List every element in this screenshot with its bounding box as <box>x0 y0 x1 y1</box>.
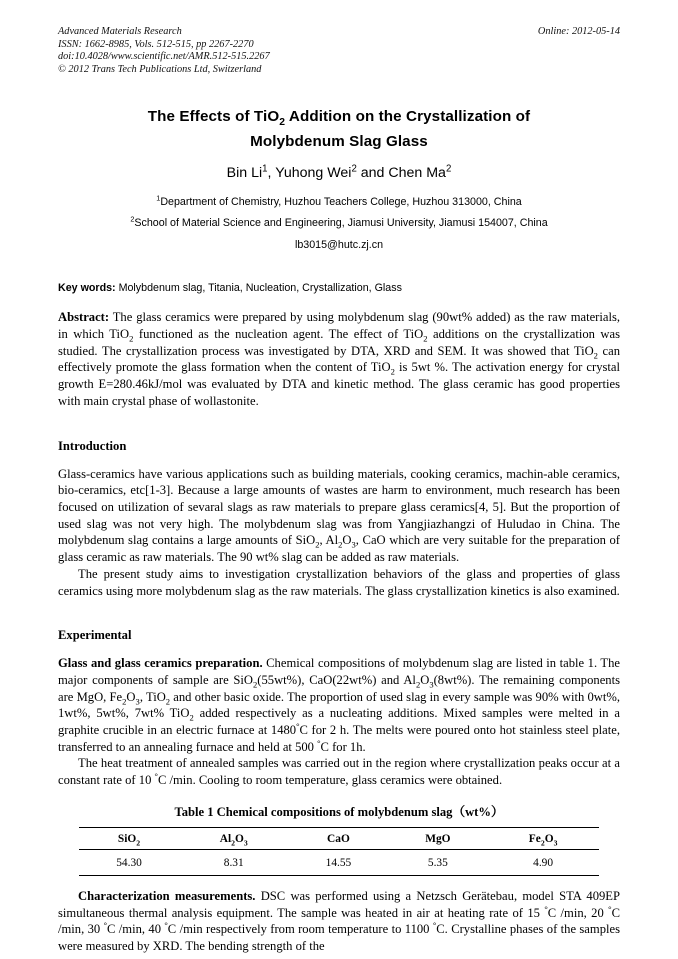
char-text-a: DSC was performed using a Netzsch Gerätebau, model STA 409EP simultaneous thermal analysis equipment. The sample was heated in air at heating rate of 15 <box>58 888 621 920</box>
prep-degree-2: ° <box>317 737 321 748</box>
char-text-e: C /min respectively from room temperature to 1100 <box>167 922 433 937</box>
abstract-text-4: can effectively promote the glass formation when the content of TiO <box>58 343 620 375</box>
prep-text-d: (8wt%). The remaining components are MgO, Fe <box>58 672 620 704</box>
heat-degree: ° <box>154 770 158 781</box>
abstract-text-3: additions on the crystallization was studied. The crystallization process was investigated by DTA, XRD and SEM. It was showed that TiO <box>58 327 621 358</box>
table-column-header-sio2 <box>79 827 179 849</box>
journal-header-left <box>58 26 478 76</box>
abstract-sub-1: 2 <box>129 333 134 344</box>
prep-sub-2: 2 <box>415 679 421 690</box>
author-3-name: Chen Ma <box>388 165 446 182</box>
intro-p1-text-b: , Al <box>319 533 339 548</box>
intro-p1-sub-1: 2 <box>315 539 320 550</box>
characterization-paragraph <box>58 888 620 955</box>
keywords-value: Molybdenum slag, Titania, Nucleation, Crystallization, Glass <box>115 282 402 295</box>
table-cell-sio2-value: 54.30 <box>79 849 179 875</box>
characterization-run-in-label: Characterization measurements. <box>78 888 256 903</box>
table-column-header-al2o3 <box>179 827 288 849</box>
corresponding-email: lb3015@hutc.zj.cn <box>294 239 384 252</box>
col-1-formula: Al <box>219 832 232 845</box>
journal-copyright: © 2012 Trans Tech Publications Ltd, Switzerland <box>58 63 262 75</box>
table-cell-fe2o3-value: 4.90 <box>487 849 599 875</box>
affiliation-2-text: School of Material Science and Engineering, Jiamusi University, Jiamusi 154007, China <box>134 216 548 229</box>
prep-sub-5: 3 <box>135 696 140 707</box>
intro-p1-sub-2: 2 <box>338 539 343 550</box>
abstract-paragraph <box>58 309 620 409</box>
author-1-name: Bin Li <box>226 165 263 182</box>
char-degree-2: ° <box>608 903 612 914</box>
intro-p1-text-c: O <box>342 533 352 548</box>
col-4-formula: Fe <box>528 832 541 845</box>
experimental-heat-treatment-paragraph <box>58 755 620 788</box>
prep-text-j: C for 1h. <box>320 739 366 754</box>
abstract-sub-2: 2 <box>423 333 428 344</box>
section-heading-experimental: Experimental <box>58 628 132 643</box>
col-2-formula: CaO <box>327 832 350 845</box>
heat-text-b: C /min. Cooling to room temperature, glass ceramics were obtained. <box>157 773 503 788</box>
affiliation-1-marker: 1 <box>156 193 161 203</box>
char-text-b: C /min, 20 <box>547 905 609 920</box>
char-text-f: C. Crystalline phases of the samples were measured by XRD. The bending strength of the <box>58 922 620 953</box>
col-4-sub2: 3 <box>553 838 558 848</box>
col-1-sub: 2 <box>231 838 235 848</box>
prep-text-c: O <box>420 672 430 687</box>
abstract-sub-3: 2 <box>593 350 598 361</box>
abstract-text-5: is 5wt %. The activation energy for crystal growth E=280.46kJ/mol was evaluated by DTA and kinetic method. The glass ceramic has good properties with main crystal phase of wollastonite. <box>58 360 620 408</box>
title-line-1 <box>58 104 620 129</box>
table-cell-mgo-value: 5.35 <box>388 849 487 875</box>
prep-text-i: C for 2 h. The melts were poured onto hot stainless steel plate, transferred to an annealing furnace and held at 500 <box>58 723 620 754</box>
prep-text-a: Chemical compositions of molybdenum slag are listed in table 1. The major components of sample are SiO <box>58 656 620 687</box>
abstract-label: Abstract: <box>58 310 110 325</box>
table-header-row <box>79 827 599 849</box>
table-cell-cao-value: 14.55 <box>288 849 388 875</box>
col-4-sub: 2 <box>540 838 545 848</box>
journal-doi: doi:10.4028/www.scientific.net/AMR.512-515.2267 <box>58 51 270 63</box>
prep-sub-7: 2 <box>189 712 194 723</box>
author-separator-1: , <box>267 165 276 182</box>
keywords-label: Key words: <box>58 282 116 295</box>
table-cell-al2o3-value: 8.31 <box>179 849 288 875</box>
heat-text-a: The heat treatment of annealed samples was carried out in the region where crystallization peaks occur at a constant rate of 10 <box>58 756 620 788</box>
affiliation-1 <box>58 192 620 213</box>
prep-sub-3: 3 <box>429 679 434 690</box>
char-degree-3: ° <box>103 920 108 931</box>
abstract-text-1: The glass ceramics were prepared by using molybdenum slag (90wt% added) as the raw materials, in which TiO <box>58 310 620 342</box>
col-4-tail: O <box>544 832 554 845</box>
prep-sub-4: 2 <box>122 696 127 707</box>
table-column-header-cao <box>288 827 388 849</box>
char-degree-1: ° <box>544 903 548 914</box>
journal-name: Advanced Materials Research <box>58 26 182 37</box>
section-heading-introduction: Introduction <box>58 438 127 453</box>
intro-p1-text-d: , CaO which are very suitable for the preparation of glass ceramic as raw materials. The 90 wt% slag can be added as raw materials. <box>58 533 620 565</box>
affiliation-1-text: Department of Chemistry, Huzhou Teachers College, Huzhou 313000, China <box>160 196 522 209</box>
keywords-line <box>58 280 620 296</box>
char-text-d: C /min, 40 <box>107 922 165 937</box>
prep-text-g: and other basic oxide. The proportion of used slag in every sample was 90% with 0wt%, 1wt%, 5wt%, 7wt% TiO <box>58 689 620 721</box>
preparation-run-in-label: Glass and glass ceramics preparation. <box>58 656 263 671</box>
author-1-affiliation-marker: 1 <box>262 163 268 175</box>
col-0-sub: 2 <box>136 838 141 848</box>
experimental-preparation-paragraph <box>58 655 620 755</box>
table-1-caption: Table 1 Chemical compositions of molybdenum slag（wt%） <box>174 804 504 819</box>
prep-text-e: O <box>126 689 136 704</box>
table-row <box>79 849 599 875</box>
title-subscript-2: 2 <box>279 117 286 129</box>
prep-sub-6: 2 <box>165 696 171 707</box>
title-line-2: Molybdenum Slag Glass <box>250 133 428 151</box>
char-text-c: C /min, 30 <box>58 905 620 937</box>
affiliation-list <box>58 192 620 233</box>
col-1-tail: O <box>235 832 244 845</box>
online-date: Online: 2012-05-14 <box>537 26 620 37</box>
author-2-name: Yuhong Wei <box>275 165 352 182</box>
author-separator-2: and <box>356 165 389 182</box>
col-1-sub2: 3 <box>243 838 248 848</box>
journal-issn: ISSN: 1662-8985, Vols. 512-515, pp 2267-2270 <box>58 38 254 50</box>
abstract-sub-4: 2 <box>390 367 395 377</box>
author-2-affiliation-marker: 2 <box>351 163 357 175</box>
journal-header <box>58 26 620 76</box>
prep-text-h: added respectively as a nucleating additions. Mixed samples were melted in a graphite crucible in an electric furnace at 1480 <box>58 706 620 738</box>
affiliation-2-marker: 2 <box>130 214 135 224</box>
char-degree-5: ° <box>432 920 437 931</box>
introduction-paragraph-2: The present study aims to investigation crystallization behaviors of the glass and properties of glass ceramics using more molybdenum slag as the raw materials. The glass crystallization kinetics is also examined. <box>58 566 620 598</box>
intro-p1-text-a: Glass-ceramics have various applications such as building materials, cooking ceramics, machin-able ceramics, bio-ceramics, etc[1-3]. Because a large amounts of wastes are harm to environment, much research has been focused on utilization of sevaral slags as raw materials to prepare glass ceramics[4, 5]. But the proportion of used slag was not very high. The molybdenum slag was from Yangjiazhangzi of Huludao in China. The molybdenum slag contains a large amounts of SiO <box>58 466 620 548</box>
table-column-header-mgo <box>388 827 487 849</box>
intro-p1-sub-3: 3 <box>351 539 356 550</box>
affiliation-2 <box>58 213 620 234</box>
author-3-affiliation-marker: 2 <box>445 163 452 175</box>
table-1 <box>79 827 599 876</box>
prep-degree-1: ° <box>296 720 300 731</box>
title-line-1-part-a: The Effects of TiO <box>147 108 280 126</box>
table-column-header-fe2o3 <box>487 827 599 849</box>
author-list <box>58 163 620 183</box>
prep-sub-1: 2 <box>253 679 258 690</box>
col-3-formula: MgO <box>425 832 451 845</box>
prep-text-b: (55wt%), CaO(22wt%) and Al <box>257 672 416 687</box>
prep-text-f: , TiO <box>139 689 166 704</box>
title-line-1-part-b: Addition on the Crystallization of <box>285 108 531 126</box>
col-0-formula: SiO <box>117 832 137 845</box>
char-degree-4: ° <box>164 920 168 931</box>
page-title <box>58 104 620 154</box>
introduction-paragraph-1 <box>58 466 620 566</box>
abstract-text-2: functioned as the nucleation agent. The effect of TiO <box>133 327 424 342</box>
